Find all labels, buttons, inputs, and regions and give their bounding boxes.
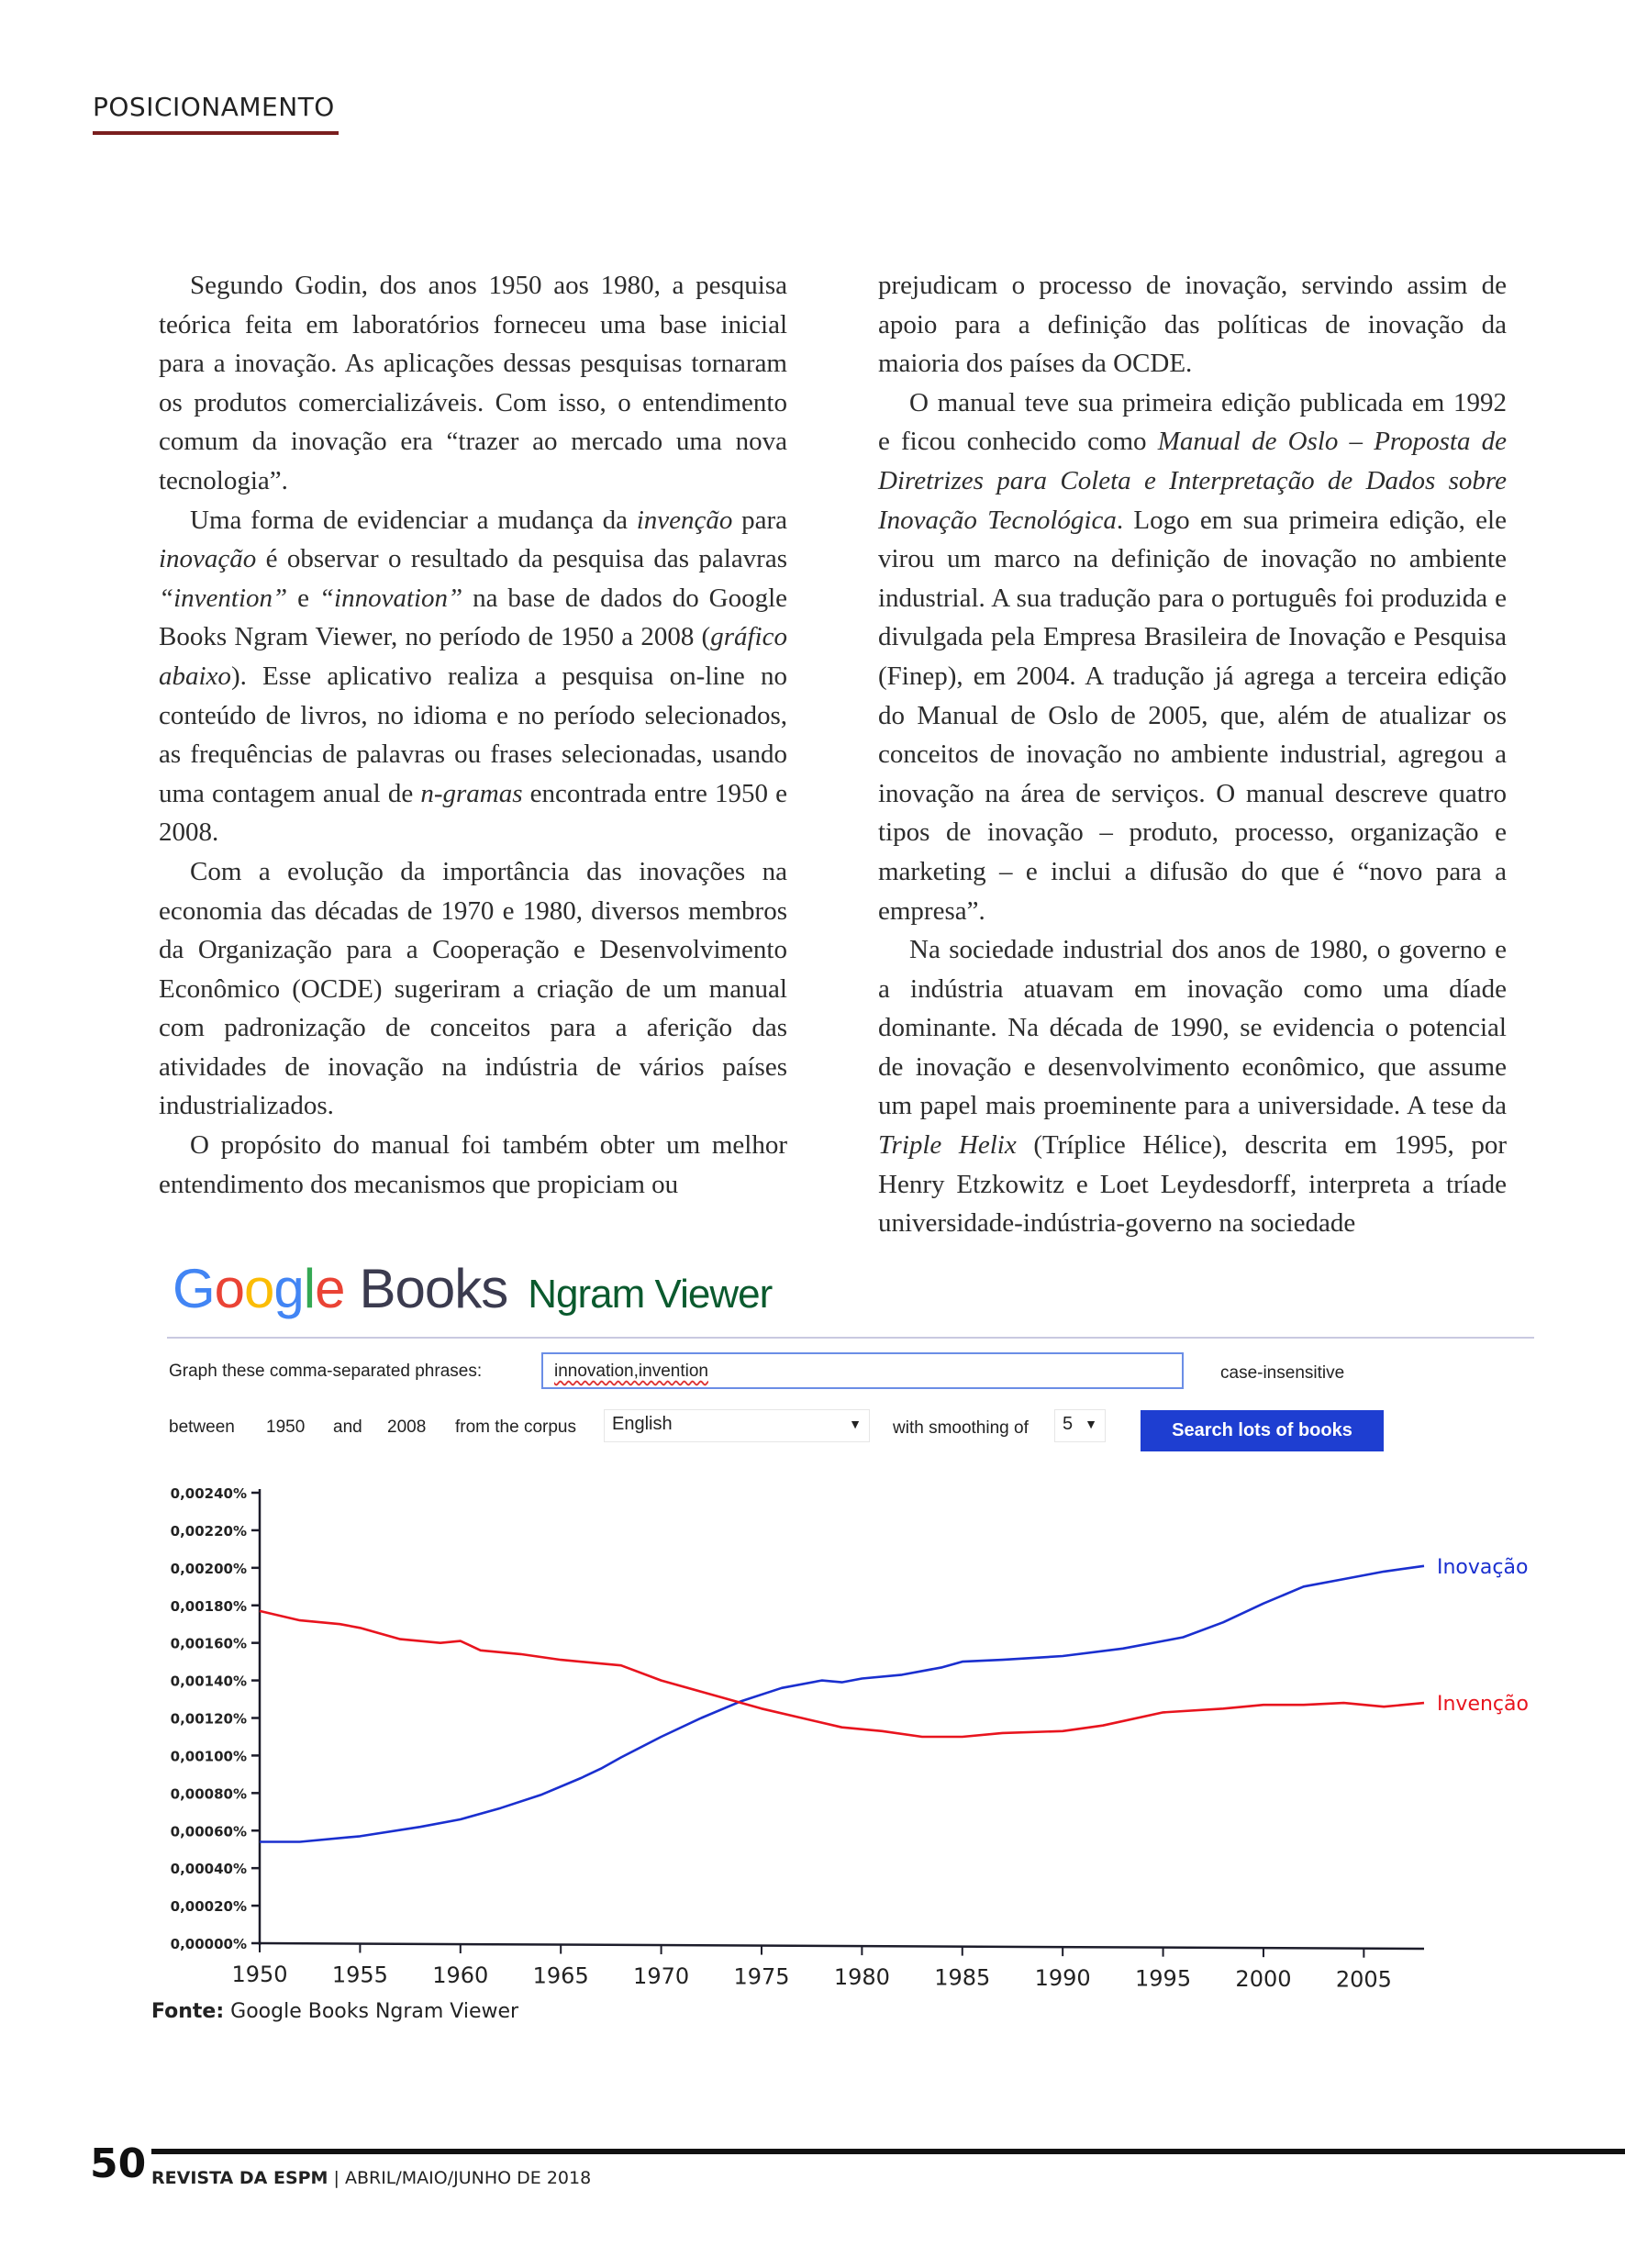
y-tick-label: 0,00120% [170,1710,247,1728]
text-run: para [732,505,787,535]
x-tick-label: 1990 [1034,1965,1091,1992]
italic-text: Triple Helix [878,1130,1017,1161]
x-tick-label: 1950 [231,1962,288,1987]
footer-separator: | [333,2168,339,2188]
y-tick-label: 0,00180% [170,1597,247,1615]
text-run: e [287,583,319,613]
y-tick-label: 0,00200% [170,1560,247,1577]
case-insensitive-label[interactable]: case-insensitive [1220,1363,1345,1383]
between-label: between [169,1418,235,1437]
logo-letter: g [273,1258,304,1319]
series-group [260,1556,1529,1842]
text-run: prejudicam o processo de inovação, servindo assim de apoio para a definição das políticas de inovação da maioria dos países da OCDE. [878,271,1507,379]
y-tick-label: 0,00060% [170,1823,247,1840]
magazine-name: REVISTA DA ESPM [151,2168,328,2188]
logo-letter: G [173,1258,215,1319]
smoothing-label: with smoothing of [893,1418,1029,1438]
text-run: . Logo em sua primeira edição, ele virou um marco na definição de inovação no ambiente industrial. A sua tradução para o português foi produzida e divulgada pela Empresa Brasileira de Inovação e Pesquisa (Finep), em 2004. A tradução já agrega a terceira edição do Manual de Oslo de 2005, que, além de atualizar os conceitos de inovação no ambiente industrial, agregou a inovação na área de serviços. O manual descreve quatro tipos de inovação – produto, processo, organização e marketing – e inclui a difusão do que é “novo para a empresa”. [878,505,1507,926]
x-axis [231,1943,1424,1993]
y-tick-label: 0,00160% [170,1635,247,1652]
text-run: na base de dados do Google Books Ngram Viewer, no período de 1950 a 2008 ( [159,583,787,652]
footer-rule [151,2149,1625,2154]
y-tick-label: 0,00040% [170,1861,247,1878]
section-label: POSICIONAMENTO [93,92,335,122]
corpus-label: from the corpus [455,1418,576,1437]
footer-credit [151,2168,591,2188]
x-tick-label: 1965 [532,1962,589,1989]
logo-letter: o [214,1258,245,1319]
logo-books: Books [359,1258,508,1319]
y-tick-label: 0,00000% [170,1936,247,1952]
search-button[interactable]: Search lots of books [1141,1410,1384,1451]
source-text: Google Books Ngram Viewer [230,2000,519,2023]
text-run: é observar o resultado da pesquisa das palavras [256,544,787,574]
dropdown-arrow-icon: ▼ [849,1417,862,1431]
italic-text: invenção [636,505,733,535]
text-run: Segundo Godin, dos anos 1950 aos 1980, a pesquisa teórica feita em laboratórios forneceu uma base inicial para a inovação. As aplicações dessas pesquisas tornaram os produtos comercializáveis. Com isso, o entendimento comum da inovação era “trazer ao mercado uma nova tecnologia”. [159,271,787,495]
smoothing-value: 5 [1063,1414,1074,1434]
x-tick-label: 1985 [934,1964,991,1991]
chart-source [151,2000,518,2023]
phrases-input[interactable]: innovation,invention [541,1352,1184,1389]
italic-text: inovação [159,544,257,574]
y-tick-label: 0,00220% [170,1522,247,1540]
text-run: O manual teve sua primeira edição publicada em 1992 e ficou conhecido como [878,387,1507,457]
x-tick-label: 2000 [1235,1966,1292,1993]
text-run: encontrada entre 1950 e 2008. [159,778,787,848]
and-label: and [333,1418,362,1437]
text-run: Com a evolução da importância das inovações na economia das décadas de 1970 e 1980, diversos membros da Organização para a Cooperação e Desenvolvimento Econômico (OCDE) sugeriram a criação de um manual com padronização de conceitos para a aferição das atividades de inovação na indústria de vários países industrializados. [159,856,787,1121]
x-axis-line [260,1943,1424,1949]
y-tick-label: 0,00080% [170,1785,247,1803]
series-label: Invenção [1437,1693,1529,1717]
corpus-value: English [612,1414,673,1434]
x-tick-label: 2005 [1335,1966,1392,1993]
x-tick-label: 1955 [331,1962,388,1988]
x-tick-label: 1975 [733,1963,790,1990]
series-label: Inovação [1437,1555,1529,1579]
text-run: (Tríplice Hélice), descrita em 1995, por Henry Etzkowitz e Loet Leydesdorff, interpreta a tríade universidade-indústria-governo na sociedade [878,1130,1507,1239]
logo-ngram-viewer: Ngram Viewer [528,1272,773,1317]
series-line-inovacao [260,1566,1424,1842]
italic-text: Manual de Oslo – Proposta de Diretrizes para Coleta e Interpretação de Dados sobre Inovação Tecnológica [878,427,1508,535]
text-run: O propósito do manual foi também obter um melhor entendimento dos mecanismos que propiciam ou [159,1130,787,1199]
y-axis [171,1485,260,1952]
x-tick-label: 1970 [633,1963,690,1990]
logo-letter: l [303,1258,316,1319]
y-tick-label: 0,00100% [170,1748,247,1765]
x-tick-label: 1995 [1135,1965,1192,1992]
text-run: Na sociedade industrial dos anos de 1980, o governo e a indústria atuavam em inovação como uma díade dominante. Na década de 1990, se evidencia o potencial de inovação e desenvolvimento econômico, que assume um papel mais proeminente para a universidade. A tese da [878,935,1507,1121]
x-tick-label: 1980 [833,1964,890,1991]
text-run: Uma forma de evidenciar a mudança da [190,505,637,535]
issue-date: ABRIL/MAIO/JUNHO DE 2018 [344,2168,592,2188]
text-run: ). Esse aplicativo realiza a pesquisa on-line no conteúdo de livros, no idioma e no período selecionados, as frequências de palavras ou frases selecionadas, usando uma contagem anual de [159,661,787,808]
y-tick-label: 0,00240% [170,1485,247,1502]
italic-text: gráfico abaixo [159,622,787,691]
page-number: 50 [90,2140,147,2187]
dropdown-arrow-icon: ▼ [1085,1417,1097,1431]
italic-text: “invention” [159,583,288,613]
end-year-input[interactable]: 2008 [387,1418,427,1437]
y-tick-label: 0,00020% [170,1898,247,1916]
y-tick-label: 0,00140% [170,1673,247,1690]
source-label: Fonte: [151,2000,225,2023]
start-year-input[interactable]: 1950 [266,1418,306,1437]
logo-letter: e [315,1258,345,1319]
phrases-label: Graph these comma-separated phrases: [169,1362,483,1381]
x-tick-label: 1960 [432,1962,489,1989]
logo-letter: o [244,1258,274,1319]
italic-text: n-gramas [420,778,523,808]
series-line-invencao [260,1611,1424,1737]
italic-text: “innovation” [318,583,463,613]
